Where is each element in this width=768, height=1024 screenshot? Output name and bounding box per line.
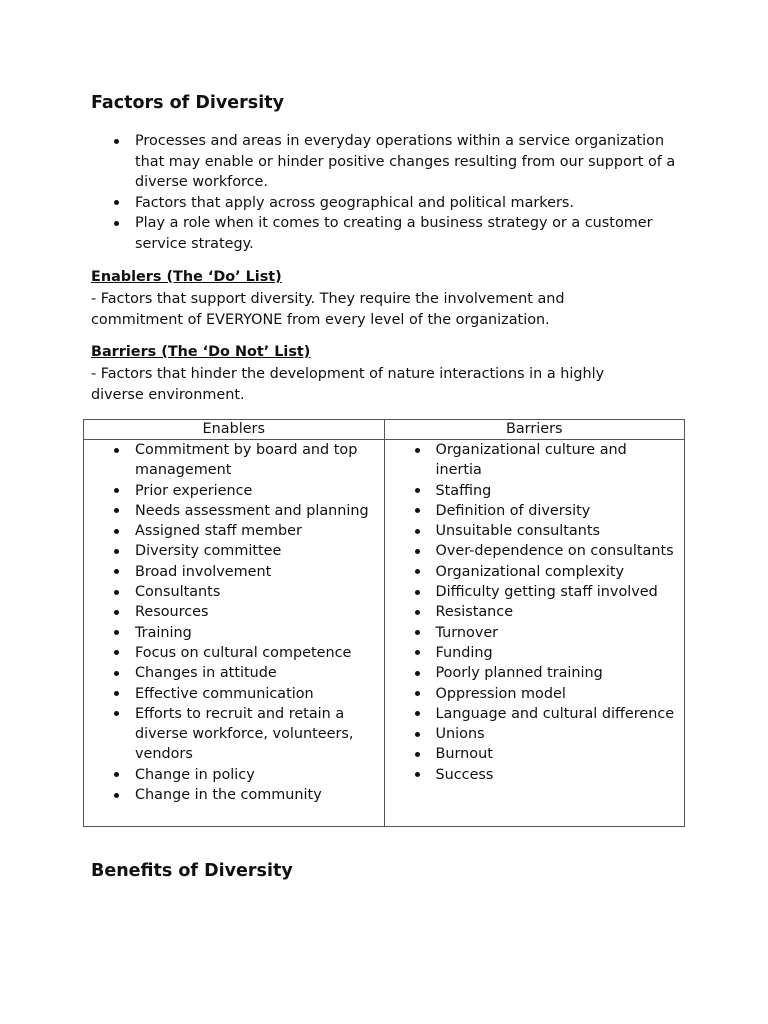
list-item: Organizational complexity — [415, 562, 675, 582]
list-item: Definition of diversity — [415, 501, 675, 521]
list-item: Play a role when it comes to creating a business strategy or a customer service strategy. — [114, 213, 684, 254]
list-item: Staffing — [415, 481, 675, 501]
list-item: Prior experience — [114, 481, 374, 501]
barriers-description: - Factors that hinder the development of nature interactions in a highly diverse environment. — [91, 366, 605, 403]
list-item: Processes and areas in everyday operations within a service organization that may enable or hinder positive changes resulting from our support of a diverse workforce. — [114, 131, 684, 193]
barriers-column-header: Barriers — [384, 420, 685, 440]
barriers-heading: Barriers (The ‘Do Not’ List) — [91, 344, 311, 360]
list-item: Organizational culture and inertia — [415, 440, 675, 481]
factors-heading: Factors of Diversity — [91, 93, 284, 113]
barriers-cell — [384, 440, 685, 827]
list-item: Funding — [415, 643, 675, 663]
table-row — [84, 440, 685, 827]
list-item: Oppression model — [415, 684, 675, 704]
list-item: Over-dependence on consultants — [415, 541, 675, 561]
enablers-cell — [84, 440, 385, 827]
list-item: Effective communication — [114, 684, 374, 704]
list-item: Commitment by board and top management — [114, 440, 374, 481]
enablers-list — [114, 440, 374, 805]
list-item: Resources — [114, 602, 374, 622]
benefits-heading: Benefits of Diversity — [91, 861, 293, 881]
enablers-heading: Enablers (The ‘Do’ List) — [91, 269, 282, 285]
list-item: Diversity committee — [114, 541, 374, 561]
list-item: Unsuitable consultants — [415, 521, 675, 541]
list-item: Resistance — [415, 602, 675, 622]
barriers-list — [415, 440, 675, 785]
enablers-barriers-table — [83, 419, 685, 827]
enablers-column-header: Enablers — [84, 420, 385, 440]
list-item: Factors that apply across geographical and political markers. — [114, 193, 684, 214]
table-header-row — [84, 420, 685, 440]
list-item: Turnover — [415, 623, 675, 643]
list-item: Language and cultural difference — [415, 704, 675, 724]
list-item: Unions — [415, 724, 675, 744]
list-item: Change in the community — [114, 785, 374, 805]
list-item: Difficulty getting staff involved — [415, 582, 675, 602]
list-item: Consultants — [114, 582, 374, 602]
factors-list — [114, 131, 684, 255]
enablers-description: - Factors that support diversity. They require the involvement and commitment of EVERYONE from every level of the organization. — [91, 291, 565, 328]
list-item: Broad involvement — [114, 562, 374, 582]
list-item: Efforts to recruit and retain a diverse workforce, volunteers, vendors — [114, 704, 374, 765]
list-item: Success — [415, 765, 675, 785]
list-item: Burnout — [415, 744, 675, 764]
list-item: Poorly planned training — [415, 663, 675, 683]
list-item: Focus on cultural competence — [114, 643, 374, 663]
list-item: Changes in attitude — [114, 663, 374, 683]
list-item: Needs assessment and planning — [114, 501, 374, 521]
list-item: Change in policy — [114, 765, 374, 785]
list-item: Training — [114, 623, 374, 643]
list-item: Assigned staff member — [114, 521, 374, 541]
